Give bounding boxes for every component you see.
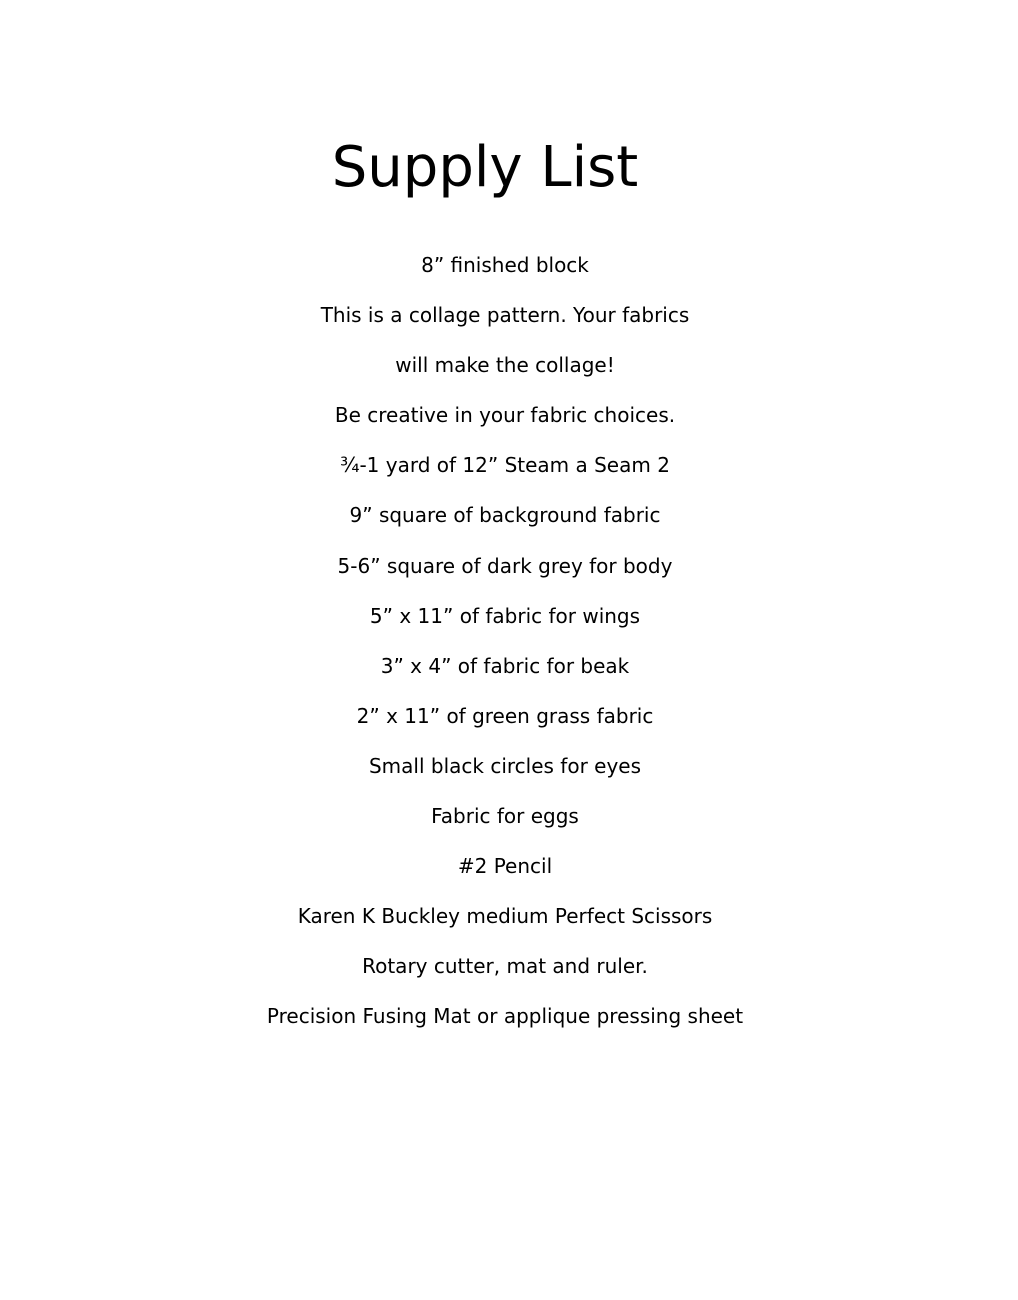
list-item: 8” finished block — [421, 253, 589, 277]
list-item: 5” x 11” of fabric for wings — [369, 603, 641, 628]
list-item: ¾-1 yard of 12” Steam a Seam 2 — [340, 453, 670, 478]
list-item: Fabric for eggs — [431, 804, 579, 829]
list-item: #2 Pencil — [457, 854, 553, 879]
list-item: 9” square of background fabric — [349, 503, 661, 528]
list-item: 2” x 11” of green grass fabric — [356, 703, 654, 728]
list-item: Precision Fusing Mat or applique pressing sheet — [266, 1004, 744, 1029]
list-item: 3” x 4” of fabric for beak — [380, 653, 630, 678]
list-item: Rotary cutter, mat and ruler. — [362, 954, 648, 979]
supply-list — [0, 240, 1010, 1042]
list-item: Small black circles for eyes — [368, 753, 642, 778]
list-item: 5-6” square of dark grey for body — [337, 553, 673, 578]
list-item: Karen K Buckley medium Perfect Scissors — [297, 904, 713, 929]
page-title: Supply List — [331, 135, 639, 200]
list-item: will make the collage! — [395, 353, 615, 378]
list-item: Be creative in your fabric choices. — [334, 403, 676, 428]
list-item: This is a collage pattern. Your fabrics — [320, 303, 690, 328]
